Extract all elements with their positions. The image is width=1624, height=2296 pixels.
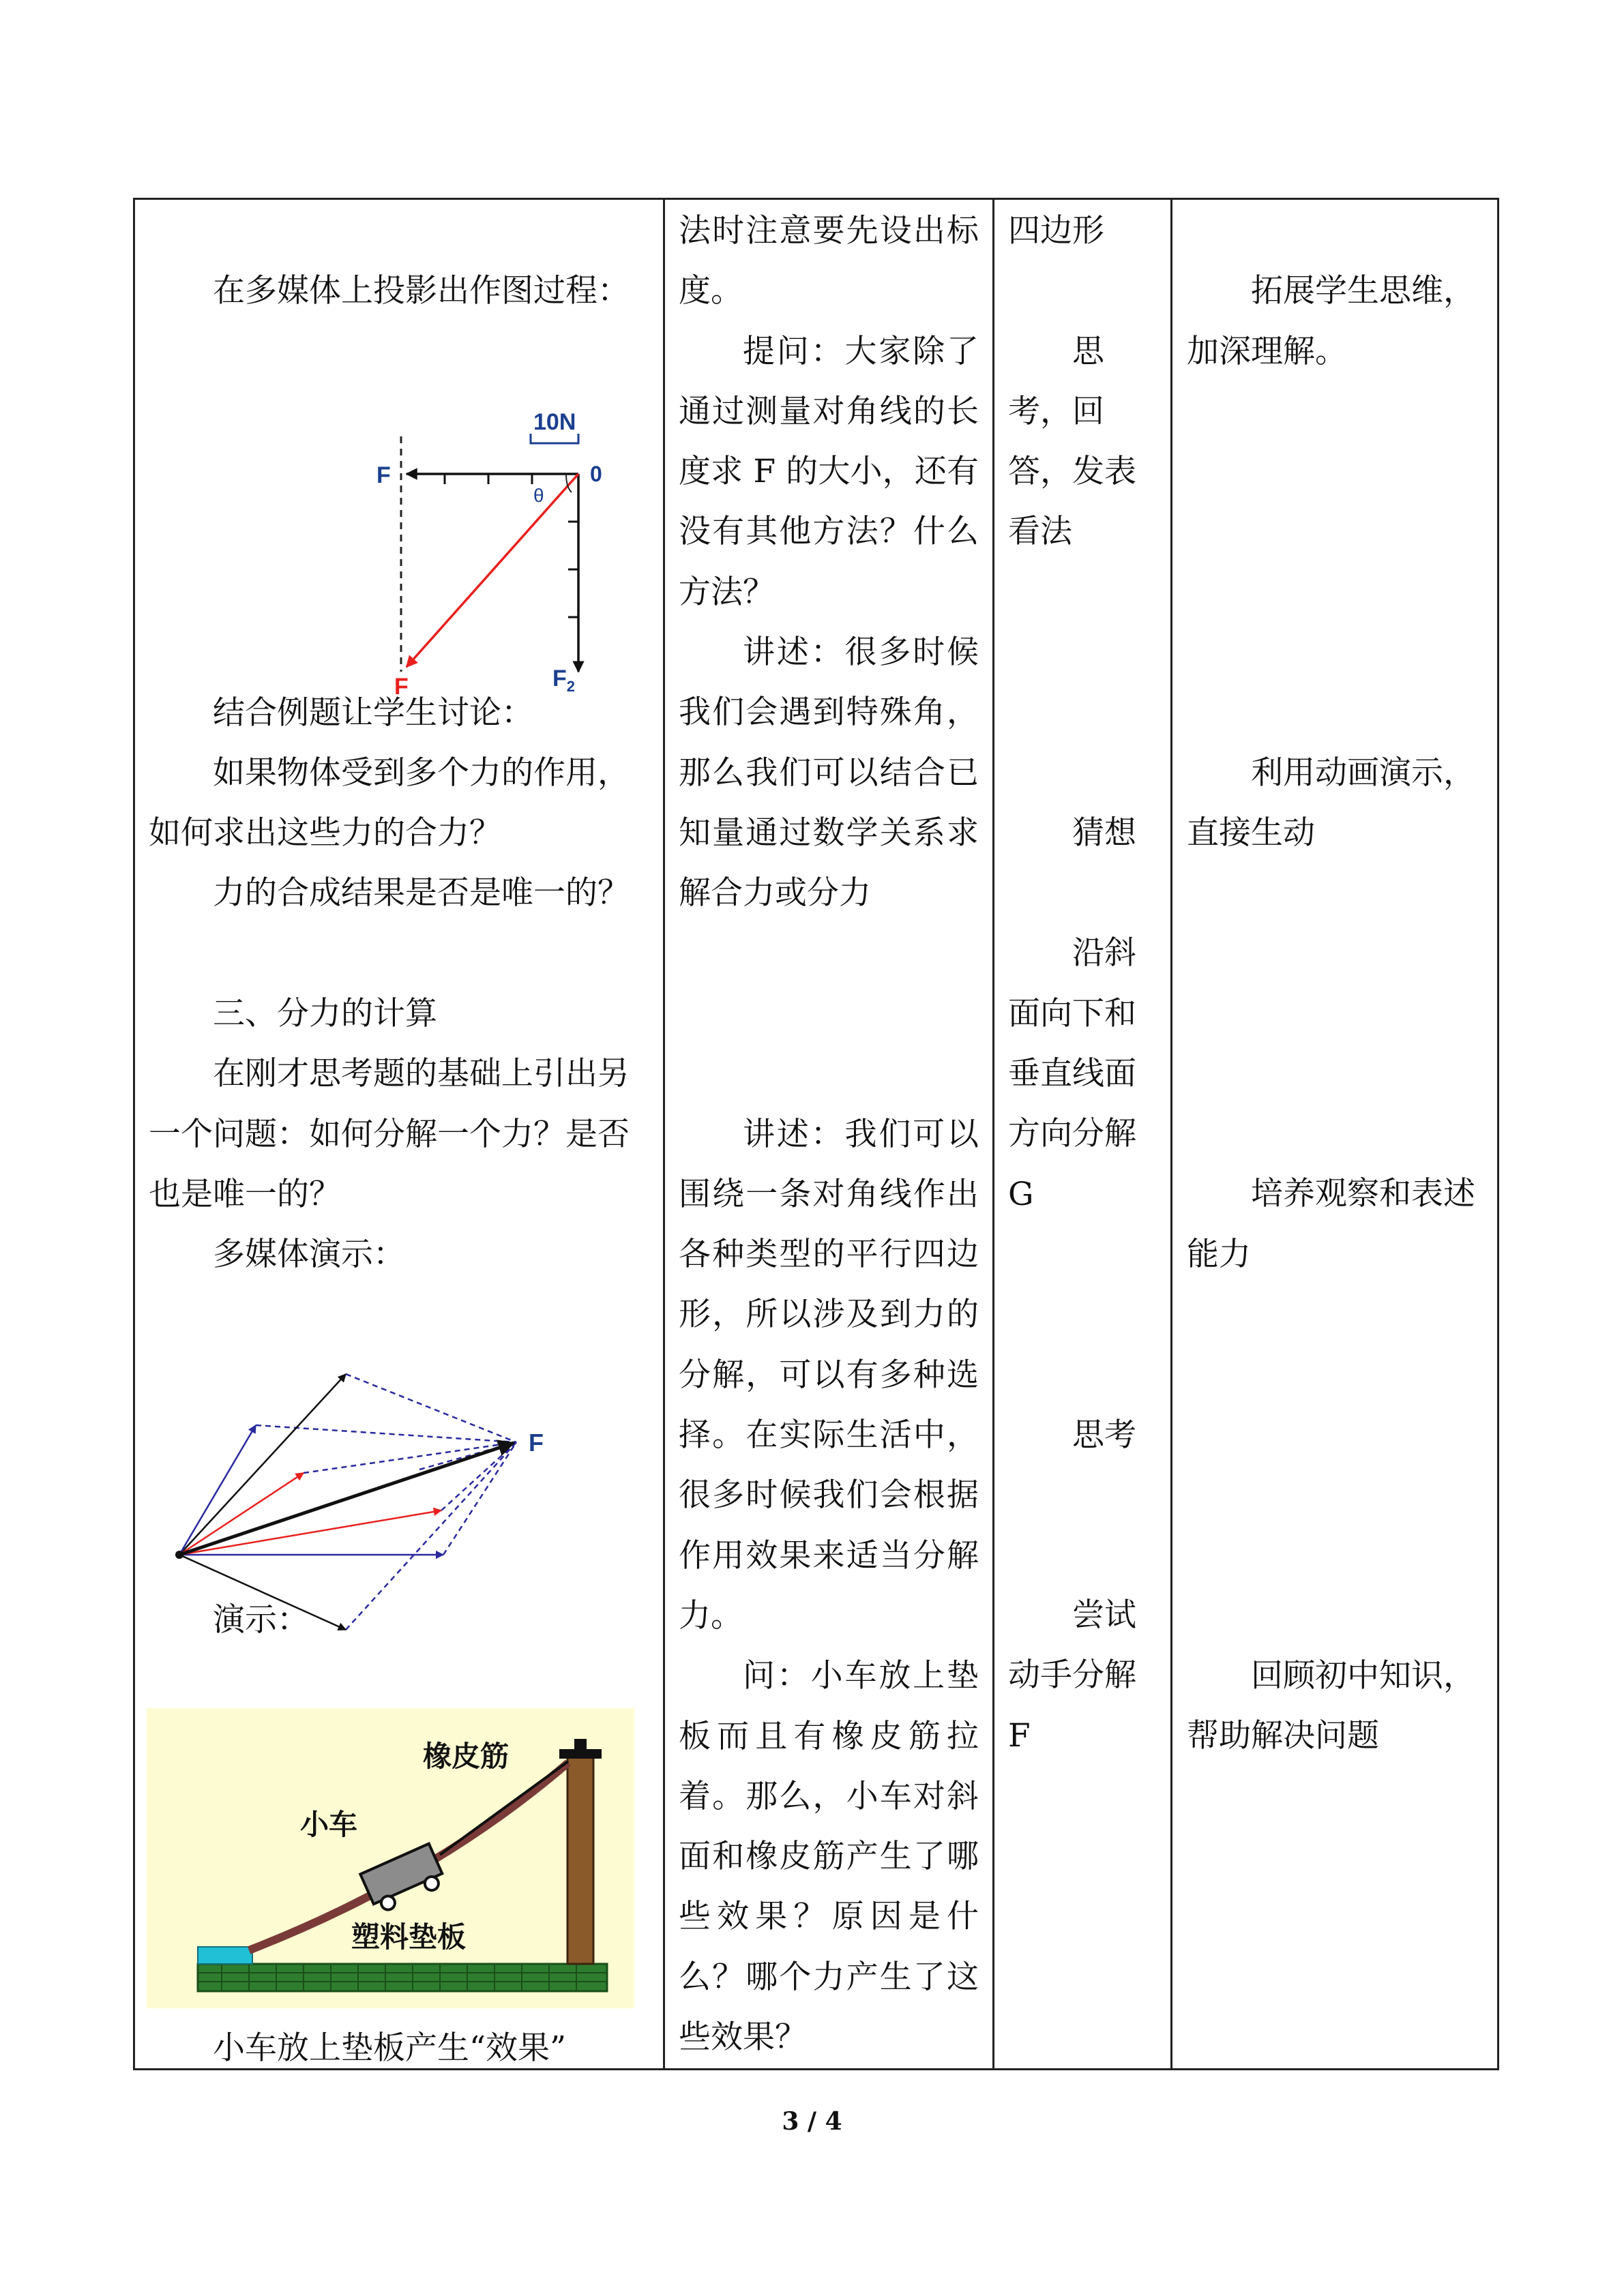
column-divider-1 xyxy=(663,198,665,2070)
content-line-projection: 在多媒体上投影出作图过程： xyxy=(213,272,630,310)
teacher-text-cart-question: 问：小车放上垫板而且有橡皮筋拉着。那么，小车对斜面和橡皮筋产生了哪些效果？原因是什么？哪个力产生了这些效果？ xyxy=(679,1657,979,2057)
teacher-text-scale-note: 法时注意要先设出标度。 xyxy=(679,212,979,310)
column-design-intent xyxy=(1187,201,1487,1767)
ground-base xyxy=(198,1964,607,1991)
support-block xyxy=(198,1947,252,1964)
column-divider-3 xyxy=(1170,198,1172,2070)
teacher-text-parallelogram: 讲述：我们可以围绕一条对角线作出各种类型的平行四边形，所以涉及到力的分解，可以有多种选择。在实际生活中，很多时候我们会根据作用效果来适当分解力。 xyxy=(679,1115,979,1635)
content-line-cart-effect: 小车放上垫板产生“效果” xyxy=(213,2029,567,2067)
vertical-post xyxy=(567,1756,593,1964)
label-cart: 小车 xyxy=(300,1808,358,1841)
teacher-text-question-method: 提问：大家除了通过测量对角线的长度求 F 的大小，还有没有其他方法？什么方法？ xyxy=(679,332,979,611)
label-origin: 0 xyxy=(590,462,602,486)
student-text-parallelogram: 四边形 xyxy=(1008,212,1104,250)
parallelogram-decomposition-diagram xyxy=(167,1357,563,1643)
cart-on-board-illustration xyxy=(147,1708,634,2008)
content-line-discussion: 结合例题让学生讨论： xyxy=(213,694,533,732)
component-arrow-black-lower xyxy=(179,1555,346,1630)
content-line-demo: 演示： xyxy=(213,1600,309,1639)
component-arrow-red-upper xyxy=(179,1473,304,1555)
content-line-multimedia-demo: 多媒体演示： xyxy=(213,1236,405,1274)
component-arrow-red-lower xyxy=(179,1510,441,1555)
post-top-knob xyxy=(574,1739,587,1751)
parallelogram-dashed-sides xyxy=(256,1374,516,1630)
label-f-resultant: F xyxy=(394,674,409,700)
label-f2: $F_2$ xyxy=(552,666,576,695)
label-f-top: F xyxy=(377,462,391,488)
column-divider-2 xyxy=(992,198,994,2070)
label-plastic-board: 塑料垫板 xyxy=(351,1920,467,1954)
label-rubber-band: 橡皮筋 xyxy=(423,1740,510,1773)
resultant-arrow-f xyxy=(179,1443,514,1555)
column-student-activity xyxy=(1008,201,1164,1766)
component-arrow-blue-upper xyxy=(179,1425,256,1555)
content-line-unique-question: 力的合成结果是否是唯一的？ xyxy=(213,874,630,912)
intent-text-expand-thinking: 拓展学生思维，加深理解。 xyxy=(1187,272,1475,370)
student-text-think-answer: 思考，回答，发表看法 xyxy=(1008,332,1136,551)
student-text-think: 思考 xyxy=(1072,1416,1136,1454)
student-text-guess: 猜想 xyxy=(1072,814,1136,852)
label-theta: θ xyxy=(533,485,544,506)
content-line-decompose-question: 在刚才思考题的基础上引出另一个问题：如何分解一个力？是否也是唯一的？ xyxy=(149,1055,630,1213)
intent-text-observation: 培养观察和表述能力 xyxy=(1187,1175,1475,1273)
student-text-try-decompose: 尝试动手分解 F xyxy=(1008,1596,1136,1755)
force-triangle-diagram xyxy=(361,402,628,709)
intent-text-review: 回顾初中知识，帮助解决问题 xyxy=(1187,1657,1475,1755)
content-line-resultant-question: 如果物体受到多个力的作用，如何求出这些力的合力？ xyxy=(149,754,630,852)
resultant-force-arrow xyxy=(407,474,578,667)
page-number: 3 / 4 xyxy=(782,2107,842,2136)
column-teacher-activity xyxy=(679,201,979,2068)
student-text-decompose-g: 沿斜面向下和垂直线面方向分解 G xyxy=(1008,934,1136,1213)
scale-label: 10N xyxy=(533,409,576,435)
label-f: F xyxy=(529,1429,544,1457)
intent-text-animation: 利用动画演示，直接生动 xyxy=(1187,754,1475,852)
origin-point xyxy=(175,1551,183,1559)
scale-bracket xyxy=(531,434,578,443)
section-heading-component-force: 三、分力的计算 xyxy=(213,995,437,1033)
teacher-text-special-angle: 讲述：很多时候我们会遇到特殊角，那么我们可以结合已知量通过数学关系求解合力或分力 xyxy=(679,633,979,912)
